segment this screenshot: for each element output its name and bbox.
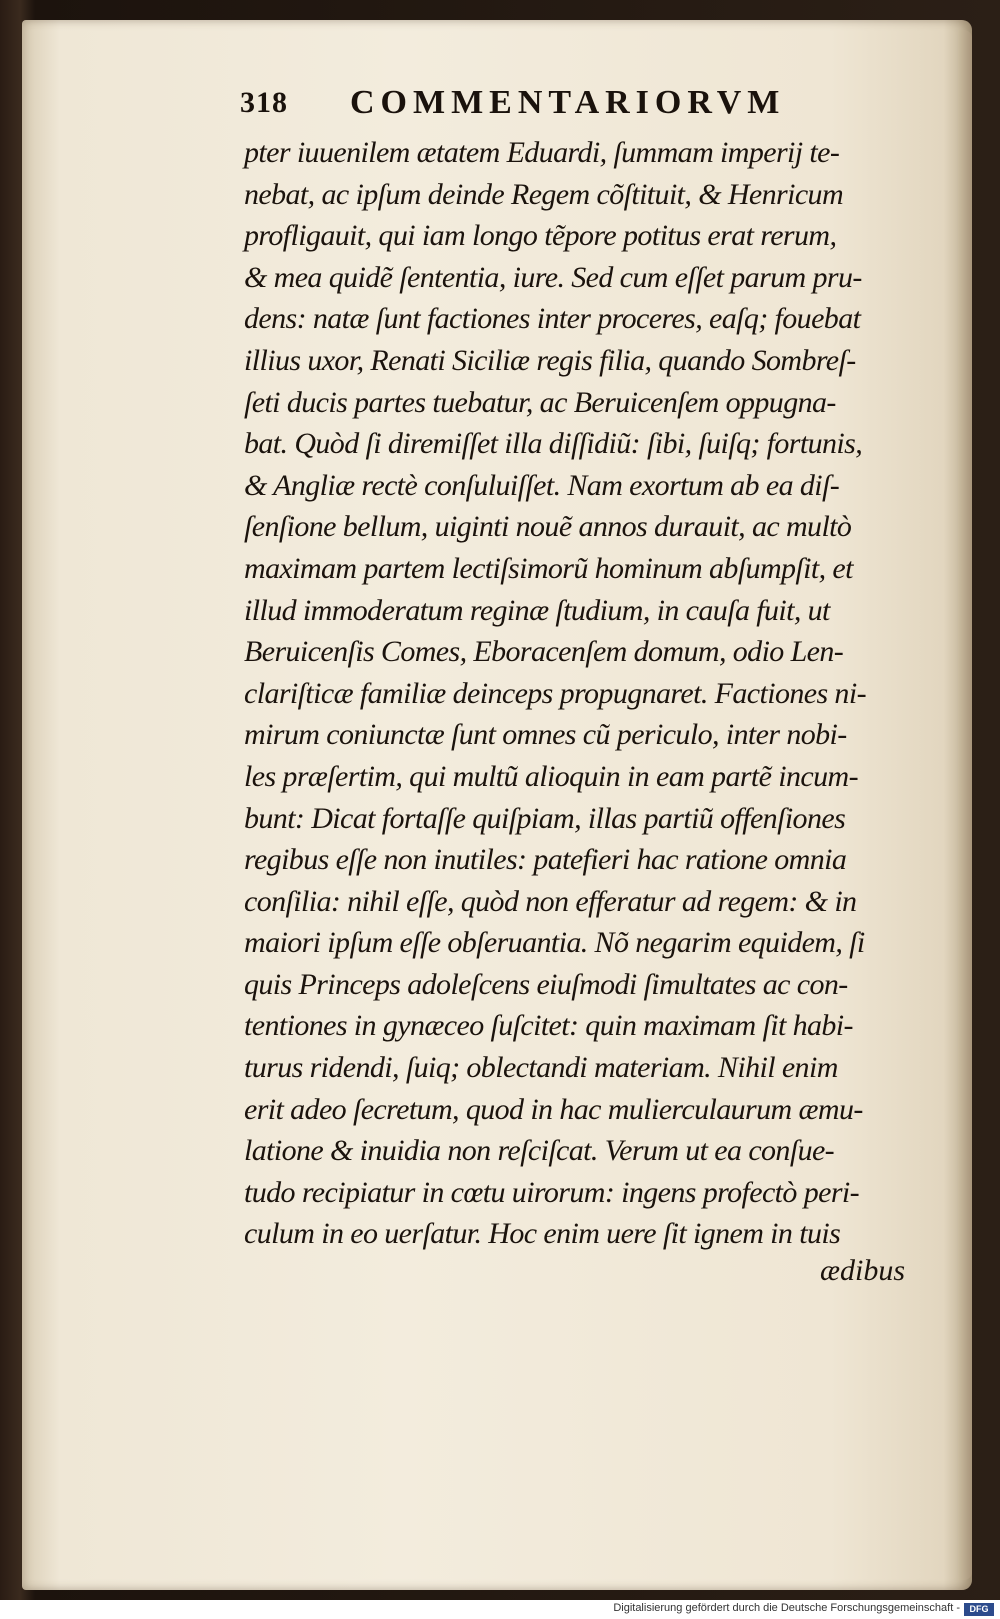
text-line: illius uxor, Renati Siciliæ regis filia, quando Sombreſ- — [244, 343, 856, 377]
text-line: bat. Quòd ſi diremiſſet illa diſſidiũ: ſibi, ſuiſq; fortunis, — [244, 427, 863, 461]
text-line: maiori ipſum eſſe obſeruantia. Nõ negarim equidem, ſi — [244, 926, 865, 960]
footer-credit: Digitalisierung gefördert durch die Deutsche Forschungsgemeinschaft - — [613, 1602, 960, 1614]
text-line: illud immoderatum reginæ ſtudium, in cauſa fuit, ut — [244, 593, 830, 627]
text-line: tentiones in gynæceo ſuſcitet: quin maximam ſit habi- — [244, 1009, 853, 1043]
text-line: clariſticæ familiæ deinceps propugnaret. Factiones ni- — [244, 676, 866, 710]
page-number: 318 — [240, 86, 288, 119]
text-line: Beruicenſis Comes, Eboracenſem domum, odio Len- — [244, 635, 844, 669]
digitization-footer — [0, 1600, 1000, 1619]
text-line: & mea quidẽ ſententia, iure. Sed cum eſſet parum pru- — [244, 260, 862, 294]
text-line: maximam partem lectiſsimorũ hominum abſumpſit, et — [244, 551, 853, 585]
page-edge — [958, 30, 972, 1580]
running-head: COMMENTARIORVM — [350, 84, 786, 121]
text-line: regibus eſſe non inutiles: patefieri hac ratione omnia — [244, 843, 847, 877]
text-line: les præſertim, qui multũ alioquin in eam partẽ incum- — [244, 759, 858, 793]
text-line: quis Princeps adoleſcens eiuſmodi ſimultates ac con- — [244, 967, 848, 1001]
text-line: ſeti ducis partes tuebatur, ac Beruicenſem oppugna- — [244, 385, 836, 419]
text-line: & Angliæ rectè conſuluiſſet. Nam exortum ab ea diſ- — [244, 468, 840, 502]
text-line: profligauit, qui iam longo tẽpore potitus erat rerum, — [244, 219, 837, 253]
text-line: erit adeo ſecretum, quod in hac mulierculaurum æmu- — [244, 1092, 863, 1126]
catchword: ædibus — [820, 1254, 906, 1287]
text-line: nebat, ac ipſum deinde Regem cõſtituit, & Henricum — [244, 177, 844, 211]
page-header — [240, 84, 840, 124]
text-line: bunt: Dicat fortaſſe quiſpiam, illas partiũ offenſiones — [244, 801, 846, 835]
text-line: dens: natæ ſunt factiones inter proceres, eaſq; fouebat — [244, 302, 861, 336]
text-line: pter iuuenilem ætatem Eduardi, ſummam imperij te- — [244, 136, 840, 169]
text-line: ſenſione bellum, uiginti nouẽ annos durauit, ac multò — [244, 510, 852, 544]
text-line: mirum coniunctæ ſunt omnes cũ periculo, inter nobi- — [244, 718, 847, 752]
text-line: latione & inuidia non reſciſcat. Verum ut ea conſue- — [244, 1134, 835, 1168]
text-line: tudo recipiatur in cœtu uirorum: ingens profectò peri- — [244, 1175, 860, 1209]
dfg-logo-icon: DFG — [964, 1603, 994, 1616]
text-line: conſilia: nihil eſſe, quòd non efferatur ad regem: & in — [244, 884, 857, 918]
text-line: culum in eo uerſatur. Hoc enim uere ſit ignem in tuis — [244, 1217, 841, 1251]
body-text — [244, 132, 934, 1255]
text-line: turus ridendi, ſuiq; oblectandi materiam. Nihil enim — [244, 1051, 838, 1085]
